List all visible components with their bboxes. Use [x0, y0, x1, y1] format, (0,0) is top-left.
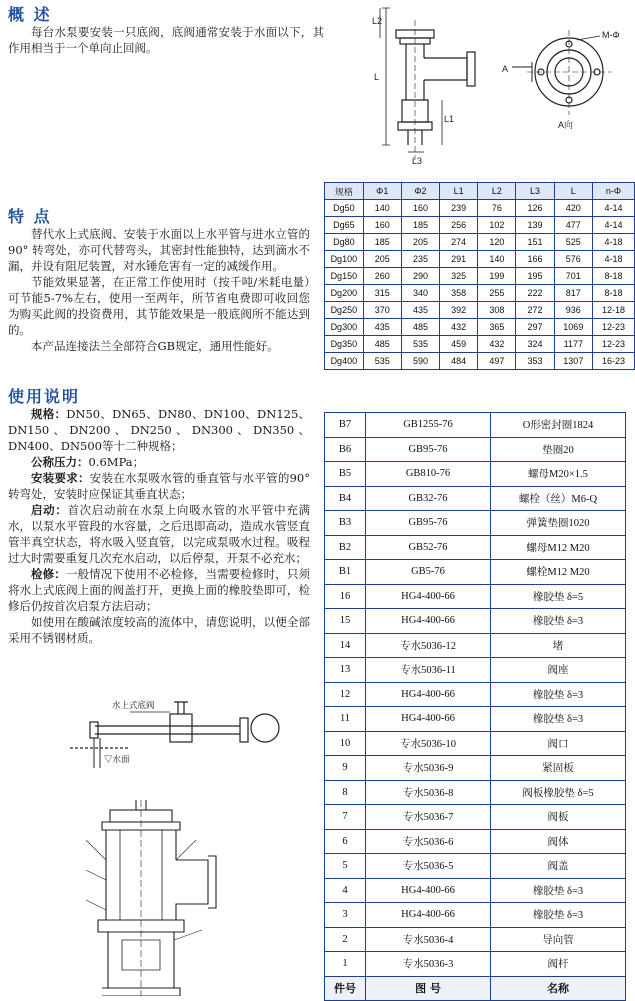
spec-table-row — [325, 200, 634, 216]
part-number-cell: 8 — [325, 781, 365, 805]
part-name-cell: 导向管 — [491, 928, 625, 952]
drawing-number-cell: GB1255-76 — [366, 413, 490, 437]
drawing-label-l3: L3 — [412, 156, 423, 166]
part-number-cell: B3 — [325, 511, 365, 535]
part-name-cell: O形密封圈1824 — [491, 413, 625, 437]
drawing-number-cell: HG4-400-66 — [366, 707, 490, 731]
spec-table-row — [325, 353, 634, 369]
spec-value-cell: 535 — [402, 336, 439, 352]
spec-value-cell: 8-18 — [593, 268, 634, 284]
spec-value-cell: 1177 — [555, 336, 592, 352]
spec-value-cell: 420 — [555, 200, 592, 216]
spec-value-cell: 392 — [440, 302, 477, 318]
spec-value-cell: 256 — [440, 217, 477, 233]
parts-table-row — [325, 511, 625, 535]
spec-value-cell: 297 — [516, 319, 553, 335]
parts-table-row — [325, 536, 625, 560]
parts-table-wrapper — [324, 412, 626, 1001]
parts-table-row — [325, 634, 625, 658]
drawing-label-a: A — [502, 64, 509, 74]
drawing-number-cell: GB810-76 — [366, 462, 490, 486]
parts-table-row — [325, 903, 625, 927]
parts-table-row — [325, 854, 625, 878]
part-number-cell: 7 — [325, 805, 365, 829]
drawing-number-cell: 专水5036-8 — [366, 781, 490, 805]
drawing-number-cell: 专水5036-12 — [366, 634, 490, 658]
spec-value-cell: 235 — [402, 251, 439, 267]
usage-note: 如使用在酸碱浓度较高的流体中，请您说明，以便全部采用不锈钢材质。 — [8, 615, 310, 645]
spec-size-cell: Dg300 — [325, 319, 363, 335]
part-number-cell: 15 — [325, 609, 365, 633]
spec-size-cell: Dg200 — [325, 285, 363, 301]
part-name-cell: 阀板 — [491, 805, 625, 829]
water-level-label: ▽水面 — [104, 754, 130, 764]
spec-value-cell: 576 — [555, 251, 592, 267]
spec-table-row — [325, 234, 634, 250]
start-text: 首次启动前在水泵上向吸水管的水平管中充满水，以泵水平管段的水容量，之后迅即高动，造成水管竖直管半真空状态，将水吸入竖直管，以完成泵吸水过程。吸程过大时需要重复几次充水启动，以后停泵，开泵不必充水； — [8, 503, 311, 565]
spec-value-cell: 12-18 — [593, 302, 634, 318]
spec-value-cell: 120 — [478, 234, 515, 250]
part-name-cell: 橡胶垫 δ=3 — [491, 683, 625, 707]
spec-value-cell: 370 — [364, 302, 401, 318]
part-number-cell: 12 — [325, 683, 365, 707]
spec-header-cell: Φ1 — [364, 183, 401, 199]
spec-value-cell: 195 — [516, 268, 553, 284]
spec-size-cell: Dg100 — [325, 251, 363, 267]
drawing-number-cell: 专水5036-6 — [366, 830, 490, 854]
part-name-cell: 螺母M20×1.5 — [491, 462, 625, 486]
spec-value-cell: 205 — [402, 234, 439, 250]
spec-value-cell: 102 — [478, 217, 515, 233]
part-name-cell: 橡胶垫 δ=3 — [491, 903, 625, 927]
spec-table — [324, 182, 635, 370]
drawing-number-cell: GB95-76 — [366, 438, 490, 462]
parts-table-row — [325, 879, 625, 903]
pressure-label: 公称压力： — [31, 455, 89, 469]
drawing-number-cell: 专水5036-3 — [366, 952, 490, 976]
overview-paragraph: 每台水泵要安装一只底阀，底阀通常安装于水面以下，其作用相当于一个单向止回阀。 — [8, 25, 324, 55]
drawing-number-cell: 专水5036-9 — [366, 756, 490, 780]
valve-cross-section-drawing — [72, 800, 222, 996]
spec-value-cell: 4-14 — [593, 217, 634, 233]
parts-table-row — [325, 585, 625, 609]
spec-table-row — [325, 336, 634, 352]
spec-value-cell: 160 — [402, 200, 439, 216]
part-number-cell: B4 — [325, 487, 365, 511]
part-name-cell: 阀板橡胶垫 δ=5 — [491, 781, 625, 805]
install-text: 安装在水泵吸水管的垂直管与水平管的90° 转弯处，安装时应保证其垂直状态； — [8, 471, 310, 501]
spec-value-cell: 205 — [364, 251, 401, 267]
spec-value-cell: 1307 — [555, 353, 592, 369]
parts-table-row — [325, 732, 625, 756]
spec-value-cell: 222 — [516, 285, 553, 301]
spec-value-cell: 274 — [440, 234, 477, 250]
drawing-number-cell: 专水5036-5 — [366, 854, 490, 878]
spec-value-cell: 260 — [364, 268, 401, 284]
spec-value-cell: 936 — [555, 302, 592, 318]
part-name-cell: 橡胶垫 δ=3 — [491, 707, 625, 731]
spec-value-cell: 817 — [555, 285, 592, 301]
overview-text — [8, 24, 324, 56]
parts-table-row — [325, 560, 625, 584]
spec-value-cell: 166 — [516, 251, 553, 267]
features-heading: 特 点 — [8, 207, 52, 226]
spec-header-cell: 规格 — [325, 183, 363, 199]
parts-table-row — [325, 438, 625, 462]
part-name-cell: 紧固板 — [491, 756, 625, 780]
spec-value-cell: 16-23 — [593, 353, 634, 369]
parts-footer-drawing-no: 图 号 — [366, 977, 490, 1001]
installation-diagram — [70, 688, 290, 770]
spec-value-cell: 701 — [555, 268, 592, 284]
part-number-cell: 10 — [325, 732, 365, 756]
spec-value-cell: 239 — [440, 200, 477, 216]
parts-table-row — [325, 707, 625, 731]
spec-value-cell: 4-14 — [593, 200, 634, 216]
spec-value-cell: 497 — [478, 353, 515, 369]
parts-table-row — [325, 756, 625, 780]
spec-value-cell: 525 — [555, 234, 592, 250]
drawing-number-cell: GB32-76 — [366, 487, 490, 511]
spec-value-cell: 324 — [516, 336, 553, 352]
spec-value-cell: 325 — [440, 268, 477, 284]
parts-table-row — [325, 952, 625, 976]
repair-text: 一般情况下使用不必检修，当需要检修时，只须将水上式底阀上面的阀盖打开，更换上面的橡胶垫即可，检修后仍按首次启泵方法启动； — [8, 567, 311, 613]
part-number-cell: 11 — [325, 707, 365, 731]
spec-value-cell: 185 — [364, 234, 401, 250]
spec-value-cell: 291 — [440, 251, 477, 267]
part-number-cell: B5 — [325, 462, 365, 486]
parts-table-row — [325, 805, 625, 829]
spec-value-cell: 4-18 — [593, 251, 634, 267]
usage-heading: 使用说明 — [8, 387, 81, 406]
features-paragraph-1: 替代水上式底阀、安装于水面以上水平管与进水立管的90° 转弯处，亦可代替弯头，其密封性能独特，达到滴水不漏，并设有阻尼装置，对水锤危害有一定的减缓作用。 — [8, 227, 310, 273]
spec-value-cell: 435 — [364, 319, 401, 335]
part-number-cell: B1 — [325, 560, 365, 584]
drawing-number-cell: HG4-400-66 — [366, 609, 490, 633]
part-name-cell: 橡胶垫 δ=3 — [491, 609, 625, 633]
parts-table-row — [325, 781, 625, 805]
drawing-label-l: L — [374, 72, 380, 82]
drawing-number-cell: HG4-400-66 — [366, 879, 490, 903]
part-number-cell: 16 — [325, 585, 365, 609]
drawing-number-cell: 专水5036-4 — [366, 928, 490, 952]
parts-table-row — [325, 658, 625, 682]
spec-label: 规格： — [31, 407, 67, 421]
spec-table-wrapper — [324, 182, 635, 370]
spec-table-row — [325, 302, 634, 318]
parts-table — [324, 412, 626, 1001]
part-number-cell: B6 — [325, 438, 365, 462]
spec-value-cell: 485 — [402, 319, 439, 335]
spec-value-cell: 485 — [364, 336, 401, 352]
part-number-cell: 4 — [325, 879, 365, 903]
spec-value-cell: 432 — [440, 319, 477, 335]
drawing-label-m-phi: M-Φ — [602, 30, 620, 40]
spec-size-cell: Dg80 — [325, 234, 363, 250]
drawing-number-cell: 专水5036-11 — [366, 658, 490, 682]
drawing-label-a-view: A向 — [558, 120, 574, 130]
parts-table-row — [325, 609, 625, 633]
spec-value-cell: 590 — [402, 353, 439, 369]
spec-value-cell: 484 — [440, 353, 477, 369]
part-name-cell: 阀口 — [491, 732, 625, 756]
part-number-cell: 9 — [325, 756, 365, 780]
spec-value-cell: 4-18 — [593, 234, 634, 250]
drawing-number-cell: HG4-400-66 — [366, 585, 490, 609]
spec-value-cell: 353 — [516, 353, 553, 369]
part-name-cell: 螺栓M12 M20 — [491, 560, 625, 584]
install-label: 安装要求： — [31, 471, 90, 485]
spec-value-cell: 140 — [478, 251, 515, 267]
spec-size-cell: Dg150 — [325, 268, 363, 284]
spec-value-cell: 8-18 — [593, 285, 634, 301]
part-number-cell: 6 — [325, 830, 365, 854]
drawing-label-l1: L1 — [444, 114, 455, 124]
part-name-cell: 阀杆 — [491, 952, 625, 976]
drawing-number-cell: GB5-76 — [366, 560, 490, 584]
spec-value-cell: 12-23 — [593, 336, 634, 352]
spec-value-cell: 432 — [478, 336, 515, 352]
spec-table-row — [325, 251, 634, 267]
spec-header-cell: L3 — [516, 183, 553, 199]
spec-value-cell: 308 — [478, 302, 515, 318]
part-number-cell: 14 — [325, 634, 365, 658]
part-name-cell: 垫圈20 — [491, 438, 625, 462]
drawing-number-cell: GB95-76 — [366, 511, 490, 535]
drawing-number-cell: 专水5036-10 — [366, 732, 490, 756]
spec-value-cell: 139 — [516, 217, 553, 233]
part-number-cell: B2 — [325, 536, 365, 560]
part-name-cell: 螺栓（丝）M6-Q — [491, 487, 625, 511]
drawing-number-cell: HG4-400-66 — [366, 683, 490, 707]
parts-table-row — [325, 830, 625, 854]
spec-value-cell: 160 — [364, 217, 401, 233]
spec-value-cell: 365 — [478, 319, 515, 335]
part-number-cell: B7 — [325, 413, 365, 437]
parts-footer-name: 名称 — [491, 977, 625, 1001]
spec-header-cell: L1 — [440, 183, 477, 199]
spec-header-cell: L2 — [478, 183, 515, 199]
spec-value-cell: 255 — [478, 285, 515, 301]
spec-header-cell: L — [555, 183, 592, 199]
valve-dimension-drawing — [372, 0, 635, 172]
drawing-label-l2: L2 — [372, 16, 383, 26]
parts-table-row — [325, 928, 625, 952]
parts-table-row — [325, 487, 625, 511]
part-name-cell: 堵 — [491, 634, 625, 658]
part-name-cell: 阀盖 — [491, 854, 625, 878]
spec-size-cell: Dg350 — [325, 336, 363, 352]
spec-value-cell: 199 — [478, 268, 515, 284]
spec-table-row — [325, 285, 634, 301]
part-number-cell: 1 — [325, 952, 365, 976]
spec-value-cell: 185 — [402, 217, 439, 233]
spec-text: DN50、DN65、DN80、DN100、DN125、DN150、DN200、DN250、DN300、DN350、DN400、DN500等十二种规格； — [8, 407, 311, 453]
spec-value-cell: 535 — [364, 353, 401, 369]
parts-table-row — [325, 683, 625, 707]
part-name-cell: 弹簧垫圈1020 — [491, 511, 625, 535]
parts-footer-row — [325, 977, 625, 1001]
features-paragraph-2: 节能效果显著，在正常工作使用时（按千吨/米耗电量）可节能5-7%左右，使用一至两年，所节省电费即可收回您为购买此阀的投资费用，其节能效果是一般底阀所不能达到的。 — [8, 275, 310, 337]
part-number-cell: 3 — [325, 903, 365, 927]
spec-value-cell: 477 — [555, 217, 592, 233]
features-paragraph-3: 本产品连接法兰全部符合GB规定，通用性能好。 — [31, 339, 279, 353]
overview-heading: 概 述 — [8, 5, 52, 24]
features-text — [8, 226, 310, 354]
spec-value-cell: 272 — [516, 302, 553, 318]
parts-table-row — [325, 413, 625, 437]
spec-value-cell: 459 — [440, 336, 477, 352]
repair-label: 检修： — [31, 567, 66, 581]
spec-size-cell: Dg65 — [325, 217, 363, 233]
spec-value-cell: 151 — [516, 234, 553, 250]
part-name-cell: 螺母M12 M20 — [491, 536, 625, 560]
drawing-number-cell: GB52-76 — [366, 536, 490, 560]
spec-value-cell: 1069 — [555, 319, 592, 335]
spec-value-cell: 358 — [440, 285, 477, 301]
spec-value-cell: 290 — [402, 268, 439, 284]
part-name-cell: 橡胶垫 δ=5 — [491, 585, 625, 609]
part-number-cell: 5 — [325, 854, 365, 878]
parts-table-row — [325, 462, 625, 486]
spec-value-cell: 340 — [402, 285, 439, 301]
part-name-cell: 阀体 — [491, 830, 625, 854]
spec-header-cell: Φ2 — [402, 183, 439, 199]
spec-header-cell: n-Φ — [593, 183, 634, 199]
spec-table-row — [325, 217, 634, 233]
spec-table-row — [325, 268, 634, 284]
spec-size-cell: Dg400 — [325, 353, 363, 369]
spec-size-cell: Dg250 — [325, 302, 363, 318]
spec-size-cell: Dg50 — [325, 200, 363, 216]
part-number-cell: 13 — [325, 658, 365, 682]
drawing-number-cell: 专水5036-7 — [366, 805, 490, 829]
part-name-cell: 橡胶垫 δ=3 — [491, 879, 625, 903]
parts-footer-part-no: 件号 — [325, 977, 365, 1001]
spec-value-cell: 140 — [364, 200, 401, 216]
start-label: 启动： — [31, 503, 68, 517]
spec-value-cell: 315 — [364, 285, 401, 301]
spec-header-row — [325, 183, 634, 199]
part-name-cell: 阀座 — [491, 658, 625, 682]
spec-value-cell: 12-23 — [593, 319, 634, 335]
valve-label: 水上式底阀 — [112, 700, 155, 710]
spec-value-cell: 76 — [478, 200, 515, 216]
spec-value-cell: 435 — [402, 302, 439, 318]
usage-text — [8, 406, 310, 646]
pressure-text: 0.6MPa； — [88, 455, 145, 469]
spec-value-cell: 126 — [516, 200, 553, 216]
drawing-number-cell: HG4-400-66 — [366, 903, 490, 927]
part-number-cell: 2 — [325, 928, 365, 952]
spec-table-row — [325, 319, 634, 335]
